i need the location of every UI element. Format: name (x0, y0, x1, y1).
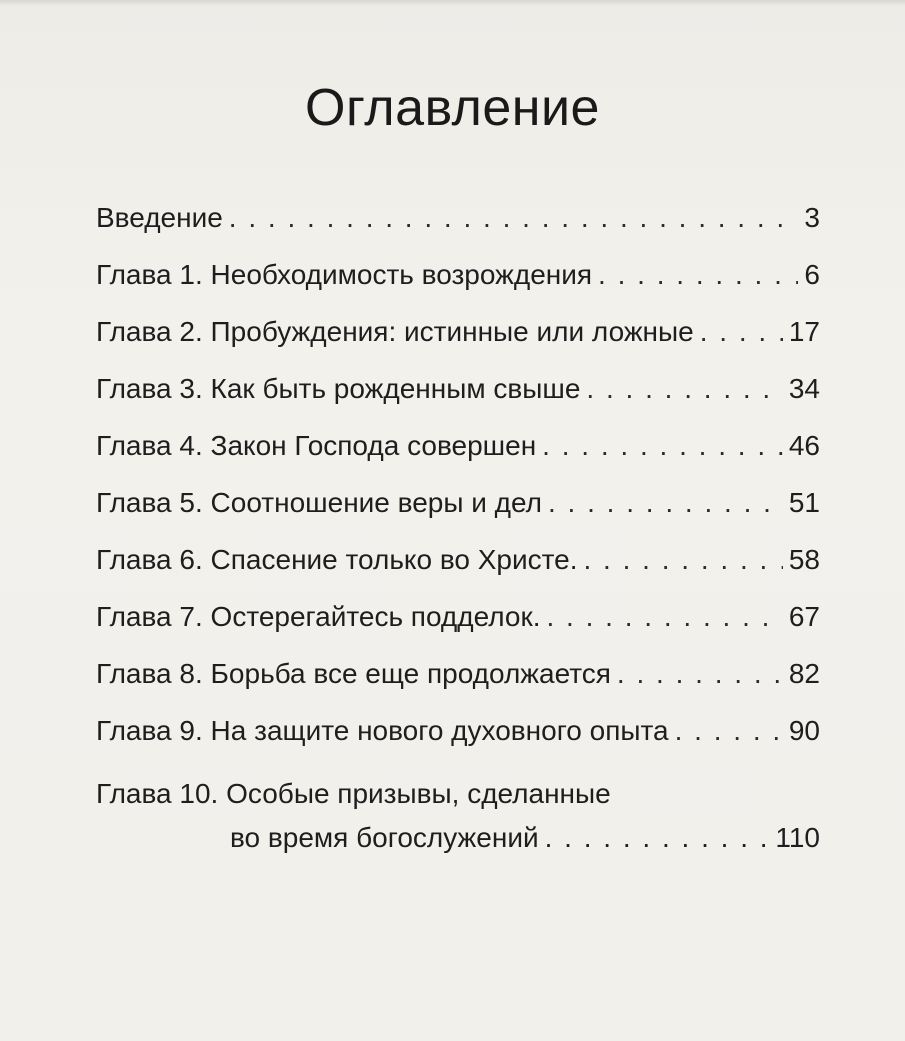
toc-leader-dots (229, 198, 799, 238)
toc-entry-page: 46 (788, 430, 820, 461)
toc-entry-chapter-9 (96, 711, 820, 768)
toc-entry-label: Глава 6. Спасение только во Христе. (96, 544, 578, 575)
page-top-edge (0, 0, 905, 6)
toc-entry-label: Глава 9. На защите нового духовного опыта (96, 715, 669, 746)
page-title: Оглавление (305, 79, 600, 137)
toc-entry-page: 17 (788, 316, 820, 347)
table-of-contents (96, 198, 820, 858)
toc-entry-page: 110 (775, 822, 820, 853)
toc-entry-page: 51 (788, 487, 820, 518)
toc-entry-chapter-1 (96, 255, 820, 312)
toc-leader-dots (700, 312, 783, 352)
toc-entry-page: 90 (788, 715, 820, 746)
toc-entry-chapter-7 (96, 597, 820, 654)
toc-leader-dots (584, 540, 783, 580)
toc-entry-label: Глава 3. Как быть рожденным свыше (96, 373, 581, 404)
toc-entry-page: 34 (788, 373, 820, 404)
toc-leader-dots (542, 426, 783, 466)
toc-entry-chapter-4 (96, 426, 820, 483)
toc-entry-chapter-8 (96, 654, 820, 711)
toc-entry-page: 58 (788, 544, 820, 575)
toc-leader-dots (548, 483, 783, 523)
toc-entry-chapter-2 (96, 312, 820, 369)
toc-entry-chapter-5 (96, 483, 820, 540)
toc-entry-label: Глава 2. Пробуждения: истинные или ложные (96, 316, 694, 347)
toc-entry-introduction (96, 198, 820, 255)
toc-leader-dots (545, 818, 770, 858)
toc-leader-dots (617, 654, 783, 694)
toc-entry-page: 6 (804, 259, 820, 290)
toc-entry-label: Глава 7. Остерегайтесь подделок. (96, 601, 541, 632)
toc-leader-dots (547, 597, 783, 637)
toc-entry-chapter-3 (96, 369, 820, 426)
toc-entry-label: Глава 8. Борьба все еще продолжается (96, 658, 611, 689)
toc-entry-label: Глава 4. Закон Господа совершен (96, 430, 537, 461)
toc-entry-label: Глава 1. Необходимость возрождения (96, 259, 593, 290)
toc-entry-label: Введение (96, 202, 223, 233)
toc-entry-label: Глава 5. Соотношение веры и дел (96, 487, 542, 518)
toc-entry-page: 82 (788, 658, 820, 689)
toc-entry-chapter-6 (96, 540, 820, 597)
toc-entry-chapter-10 (96, 774, 820, 858)
toc-leader-dots (675, 711, 783, 751)
toc-entry-continuation (96, 818, 820, 858)
toc-entry-label-line2: во время богослужений (230, 822, 539, 853)
toc-entry-label-line1: Глава 10. Особые призывы, сделанные (96, 778, 611, 809)
toc-leader-dots (598, 255, 798, 295)
toc-entry-page: 3 (804, 202, 820, 233)
toc-leader-dots (586, 369, 782, 409)
toc-entry-page: 67 (788, 601, 820, 632)
